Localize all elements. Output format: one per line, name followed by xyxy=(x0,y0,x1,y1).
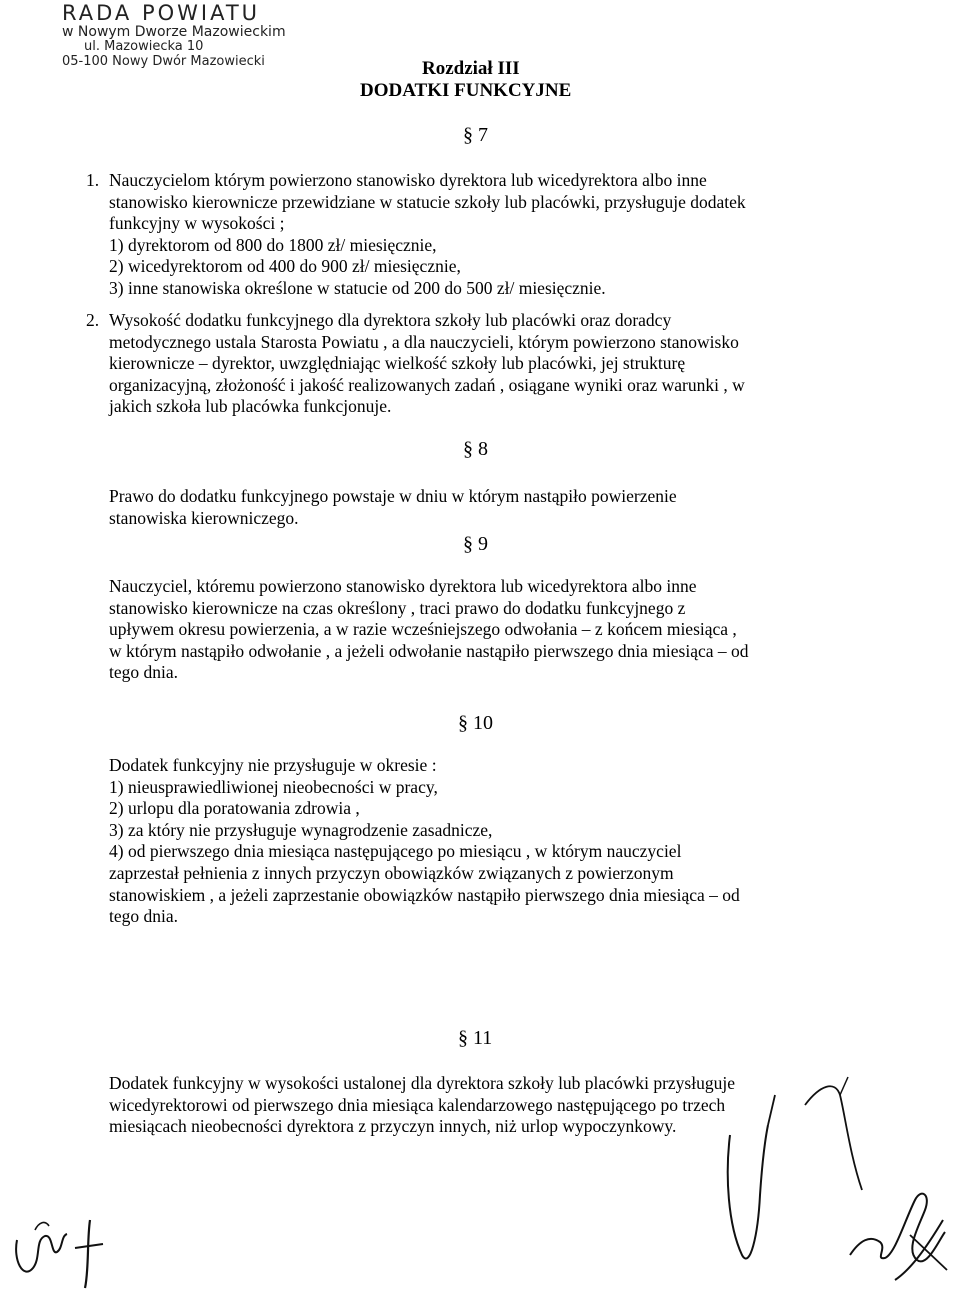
text-line: Nauczyciel, któremu powierzono stanowisko dyrektora lub wicedyrektora albo inne xyxy=(109,576,697,596)
text-line: Dodatek funkcyjny w wysokości ustalonej dla dyrektora szkoły lub placówki przysługuje xyxy=(109,1073,735,1093)
handwritten-signature-left xyxy=(5,1200,115,1290)
chapter-label: Rozdział III xyxy=(422,58,520,79)
text-line: 3) za który nie przysługuje wynagrodzenie zasadnicze, xyxy=(109,819,493,840)
text-line: 2) urlopu dla poratowania zdrowia , xyxy=(109,798,360,819)
stamp-line: 05-100 Nowy Dwór Mazowiecki xyxy=(62,53,265,69)
section-10-heading: § 10 xyxy=(458,712,493,734)
section-9-paragraph xyxy=(109,576,849,684)
text-line: wicedyrektorowi od pierwszego dnia miesiąca kalendarzowego następującego po trzech xyxy=(109,1094,726,1115)
council-stamp xyxy=(62,2,286,69)
text-line: funkcyjny w wysokości ; xyxy=(109,213,285,234)
text-line: 4) od pierwszego dnia miesiąca następującego po miesiącu , w którym nauczyciel xyxy=(109,841,682,862)
text-line: miesiącach nieobecności dyrektora z przyczyn innych, niż urlop wypoczynkowy. xyxy=(109,1116,677,1137)
text-line: 2) wicedyrektorom od 400 do 900 zł/ miesięcznie, xyxy=(109,256,461,277)
chapter-title: DODATKI FUNKCYJNE xyxy=(360,80,572,101)
text-line: w którym nastąpiło odwołanie , a jeżeli odwołanie nastąpiło pierwszego dnia miesiąca – od xyxy=(109,640,749,661)
handwritten-line-mark xyxy=(800,1075,880,1195)
stamp-line: ul. Mazowiecka 10 xyxy=(84,39,204,55)
text-line: stanowiska kierowniczego. xyxy=(109,507,299,528)
stamp-title: RADA POWIATU xyxy=(62,1,261,25)
text-line: Prawo do dodatku funkcyjnego powstaje w dniu w którym nastąpiło powierzenie xyxy=(109,486,677,506)
text-line: stanowiskiem , a jeżeli zaprzestanie obowiązków nastąpiło pierwszego dnia miesiąca – od xyxy=(109,884,740,905)
text-line: Dodatek funkcyjny nie przysługuje w okresie : xyxy=(109,755,437,775)
text-line: jakich szkoła lub placówka funkcjonuje. xyxy=(109,396,392,417)
section-7-heading: § 7 xyxy=(463,124,488,146)
stamp-line: w Nowym Dworze Mazowieckim xyxy=(62,24,286,41)
section-9-heading: § 9 xyxy=(463,533,488,555)
section-8-heading: § 8 xyxy=(463,438,488,460)
text-line: Nauczycielom którym powierzono stanowisko dyrektora lub wicedyrektora albo inne xyxy=(109,170,707,190)
text-line: Wysokość dodatku funkcyjnego dla dyrektora szkoły lub placówki oraz doradcy xyxy=(109,310,672,330)
text-line: 1) dyrektorom od 800 do 1800 zł/ miesięcznie, xyxy=(109,234,437,255)
handwritten-strikethrough-mark xyxy=(720,1085,780,1285)
section-11-heading: § 11 xyxy=(458,1027,493,1049)
handwritten-signature-right xyxy=(835,1180,955,1290)
text-line: metodycznego ustala Starosta Powiatu , a dla nauczycieli, którym powierzono stanowisko xyxy=(109,331,739,352)
text-line: upływem okresu powierzenia, a w razie wcześniejszego odwołania – z końcem miesiąca , xyxy=(109,619,737,640)
text-line: 1) nieusprawiedliwionej nieobecności w pracy, xyxy=(109,776,438,797)
section-7-paragraph-2 xyxy=(109,310,849,418)
section-8-paragraph xyxy=(109,486,849,529)
text-line: stanowisko kierownicze na czas określony , traci prawo do dodatku funkcyjnego z xyxy=(109,597,686,618)
text-line: organizacyjną, złożoność i jakość realizowanych zadań , osiągane wyniki oraz warunki , w xyxy=(109,374,745,395)
text-line: kierownicze – dyrektor, uwzględniając wielkość szkoły lub placówki, jej strukturę xyxy=(109,353,686,374)
text-line: zaprzestał pełnienia z innych przyczyn obowiązków związanych z powierzonym xyxy=(109,862,674,883)
text-line: tego dnia. xyxy=(109,906,179,927)
section-7-paragraph-1 xyxy=(109,170,849,300)
paragraph-number: 2. xyxy=(86,310,100,330)
text-line: stanowisko kierownicze przewidziane w statucie szkoły lub placówki, przysługuje dodatek xyxy=(109,191,746,212)
text-line: 3) inne stanowiska określone w statucie od 200 do 500 zł/ miesięcznie. xyxy=(109,277,606,298)
section-10-paragraph xyxy=(109,755,849,928)
text-line: tego dnia. xyxy=(109,662,179,683)
paragraph-number: 1. xyxy=(86,170,100,190)
